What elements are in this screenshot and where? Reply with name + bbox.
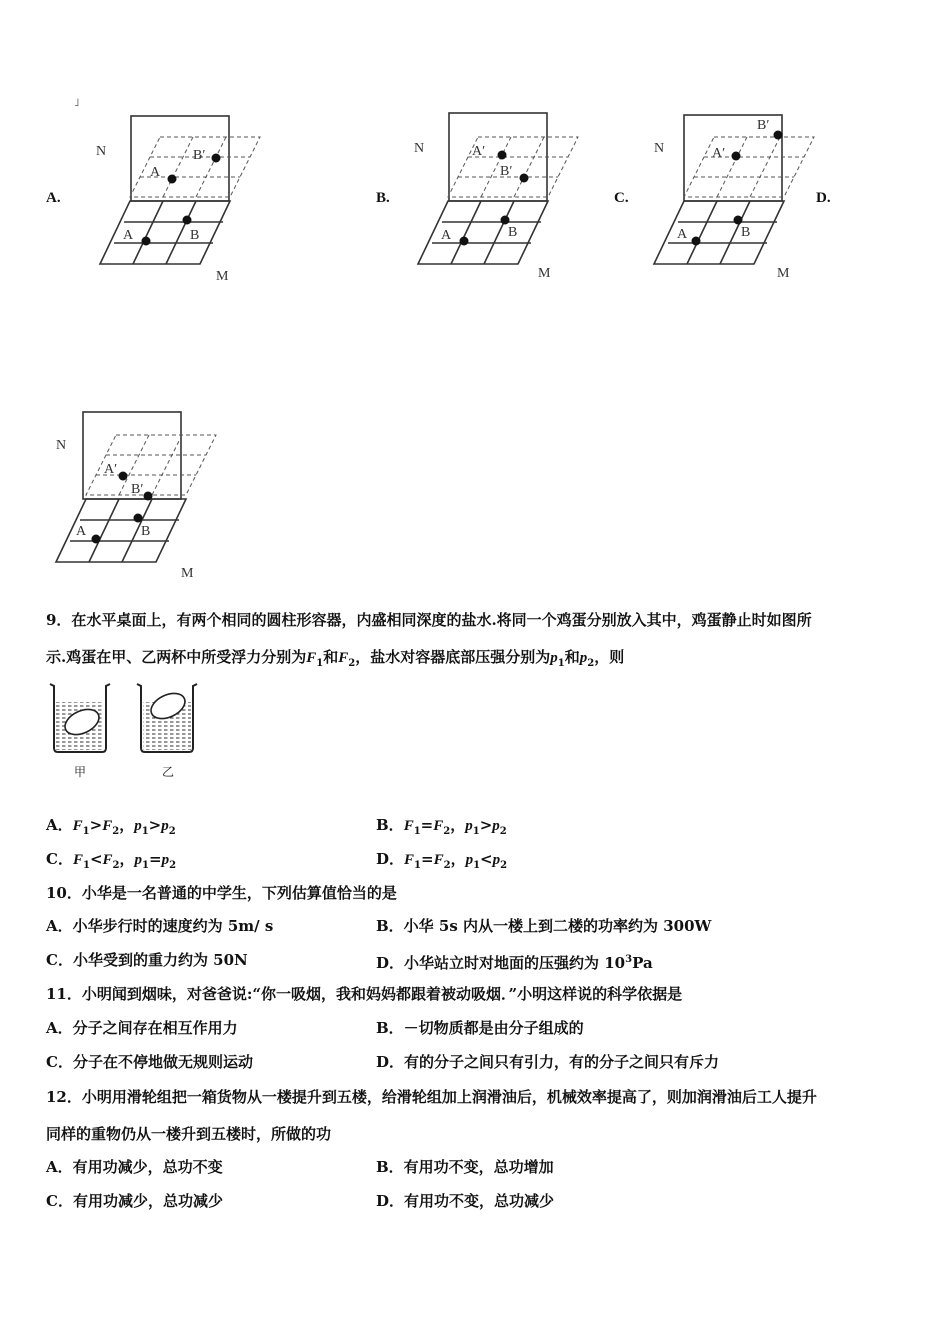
label-m: M <box>216 269 229 284</box>
label-n: N <box>414 141 425 156</box>
q9-option-b[interactable]: B．$F_1=F_2$，$p_1>p_2$ <box>376 816 507 837</box>
q10-option-d[interactable]: D．小华站立时对地面的压强约为 $10^3Pa$ <box>376 954 653 972</box>
q10-option-c[interactable]: C．小华受到的重力约为 50N <box>46 951 248 969</box>
label-b: B <box>190 228 200 243</box>
q8-option-c-label[interactable]: C. <box>614 190 629 206</box>
q9-stem-line1: 9．在水平桌面上，有两个相同的圆柱形容器，内盛相同深度的盐水.将同一个鸡蛋分别放入其中，鸡蛋静止时如图所 <box>46 611 812 629</box>
label-n: N <box>56 438 67 453</box>
label-m: M <box>777 266 790 281</box>
q11-stem: 11．小明闻到烟味，对爸爸说:“你一吸烟，我和妈妈都跟着被动吸烟．”小明这样说的科学依据是 <box>46 985 683 1003</box>
label-b-prime: B′ <box>193 148 206 163</box>
label-a-prime: A′ <box>104 462 118 477</box>
q12-stem-line2: 同样的重物仍从一楼升到五楼时，所做的功 <box>46 1125 332 1143</box>
q8-option-b-label[interactable]: B. <box>376 190 390 206</box>
label-a: A <box>677 227 688 242</box>
beaker-label-yi: 乙 <box>162 765 175 779</box>
label-a: A <box>76 524 87 539</box>
label-b: B <box>141 524 151 539</box>
q10-stem: 10．小华是一名普通的中学生，下列估算值恰当的是 <box>46 884 397 902</box>
label-a: A <box>441 228 452 243</box>
corner-mark: ˩ <box>74 96 80 109</box>
q12-option-c[interactable]: C．有用功减少，总功减少 <box>46 1192 223 1210</box>
label-n: N <box>654 141 665 156</box>
label-a-prime: A′ <box>712 146 726 161</box>
q10-option-a[interactable]: A．小华步行时的速度约为 5m/ s <box>46 917 274 935</box>
q11-option-b[interactable]: B．－切物质都是由分子组成的 <box>376 1019 584 1037</box>
label-m: M <box>181 566 194 581</box>
label-b-prime: B′ <box>500 164 513 179</box>
label-b-prime: B′ <box>757 118 770 133</box>
label-a-prime: A <box>150 165 161 180</box>
q8-option-d-label[interactable]: D. <box>816 190 831 206</box>
q9-option-c[interactable]: C．$F_1<F_2$，$p_1=p_2$ <box>46 850 177 871</box>
label-b: B <box>508 225 518 240</box>
mirror-figure-a <box>90 105 280 290</box>
q10-option-b[interactable]: B．小华 5s 内从一楼上到二楼的功率约为 300W <box>376 917 712 935</box>
q11-option-a[interactable]: A．分子之间存在相互作用力 <box>46 1019 238 1037</box>
q9-option-d[interactable]: D．$F_1=F_2$，$p_1<p_2$ <box>376 850 508 871</box>
q12-option-a[interactable]: A．有用功减少，总功不变 <box>46 1158 223 1176</box>
q9-option-a[interactable]: A．$F_1>F_2$，$p_1>p_2$ <box>46 816 176 837</box>
q12-option-b[interactable]: B．有用功不变，总功增加 <box>376 1158 554 1176</box>
q9-stem-line2: 示.鸡蛋在甲、乙两杯中所受浮力分别为$F_1$和$F_2$，盐水对容器底部压强分别为$p_1$和$p_2$，则 <box>46 648 625 669</box>
mirror-figure-d <box>46 403 236 588</box>
q11-option-c[interactable]: C．分子在不停地做无规则运动 <box>46 1053 253 1071</box>
q8-option-a-label[interactable]: A. <box>46 190 61 206</box>
label-b-prime: B′ <box>131 482 144 497</box>
q11-option-d[interactable]: D．有的分子之间只有引力，有的分子之间只有斥力 <box>376 1053 720 1071</box>
mirror-figure-c <box>644 105 834 290</box>
label-n: N <box>96 144 107 159</box>
label-m: M <box>538 266 551 281</box>
label-a: A <box>123 228 134 243</box>
label-a-prime: A′ <box>472 144 486 159</box>
label-b: B <box>741 225 751 240</box>
q12-stem-line1: 12．小明用滑轮组把一箱货物从一楼提升到五楼，给滑轮组加上润滑油后，机械效率提高了，则加润滑油后工人提升 <box>46 1088 817 1106</box>
beakers-figure <box>44 676 214 786</box>
beaker-label-jia: 甲 <box>74 765 87 779</box>
q12-option-d[interactable]: D．有用功不变，总功减少 <box>376 1192 555 1210</box>
mirror-figure-b <box>408 105 598 290</box>
